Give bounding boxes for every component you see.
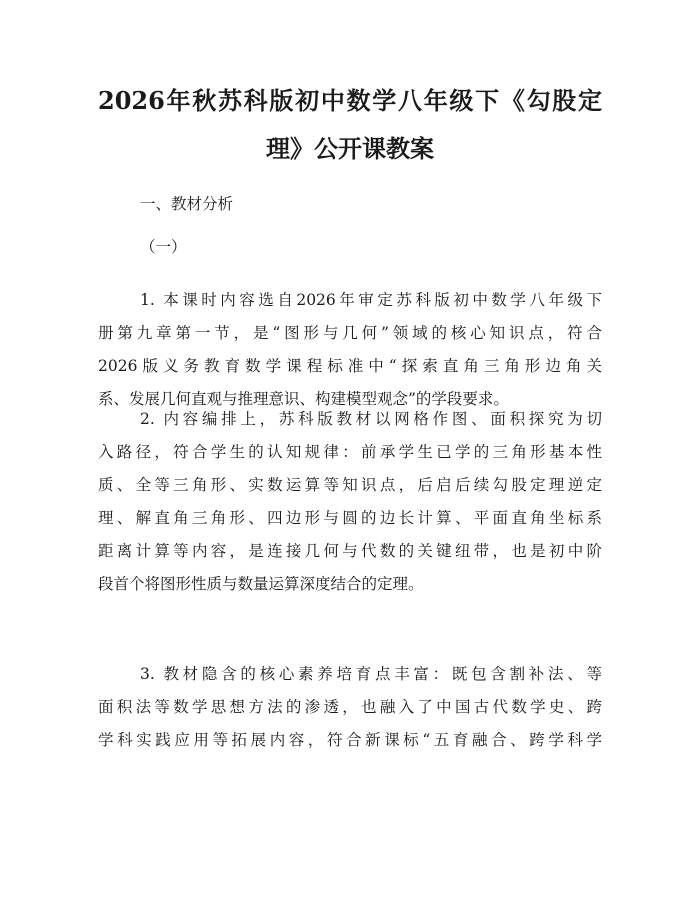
paragraph-line: 面积法等数学思想方法的渗透，也融入了中国古代数学史、跨	[98, 698, 602, 716]
paragraph-line: 2026版义务教育数学课程标准中“探索直角三角形边角关	[98, 357, 602, 375]
paragraph-line: 系、发展几何直观与推理意识、构建模型观念”的学段要求。	[98, 390, 509, 408]
paragraph-2	[98, 403, 602, 601]
paragraph-line: 3. 教材隐含的核心素养培育点丰富：既包含割补法、等	[140, 665, 602, 683]
document-title-line-2: 理》公开课教案	[266, 134, 434, 163]
paragraph-line: 1. 本课时内容选自2026年审定苏科版初中数学八年级下	[140, 291, 602, 309]
document-title-line-1: 2026年秋苏科版初中数学八年级下《勾股定	[98, 86, 602, 115]
paragraph-line: 距离计算等内容，是连接几何与代数的关键纽带，也是初中阶	[98, 542, 602, 560]
section-heading: 一、教材分析	[140, 195, 234, 213]
paragraph-line: 段首个将图形性质与数量运算深度结合的定理。	[98, 575, 424, 593]
paragraph-line: 册第九章第一节，是“图形与几何”领域的核心知识点，符合	[98, 324, 602, 342]
paragraph-line: 理、解直角三角形、四边形与圆的边长计算、平面直角坐标系	[98, 509, 602, 527]
paragraph-line: 2. 内容编排上，苏科版教材以网格作图、面积探究为切	[140, 410, 602, 428]
paragraph-line: 入路径，符合学生的认知规律：前承学生已学的三角形基本性	[98, 443, 602, 461]
paragraph-3	[98, 658, 602, 757]
paragraph-1	[98, 284, 602, 416]
paragraph-line: 学科实践应用等拓展内容，符合新课标“五育融合、跨学科学	[98, 731, 602, 749]
subsection-heading: （一）	[140, 238, 187, 256]
paragraph-line: 质、全等三角形、实数运算等知识点，后启后续勾股定理逆定	[98, 476, 602, 494]
